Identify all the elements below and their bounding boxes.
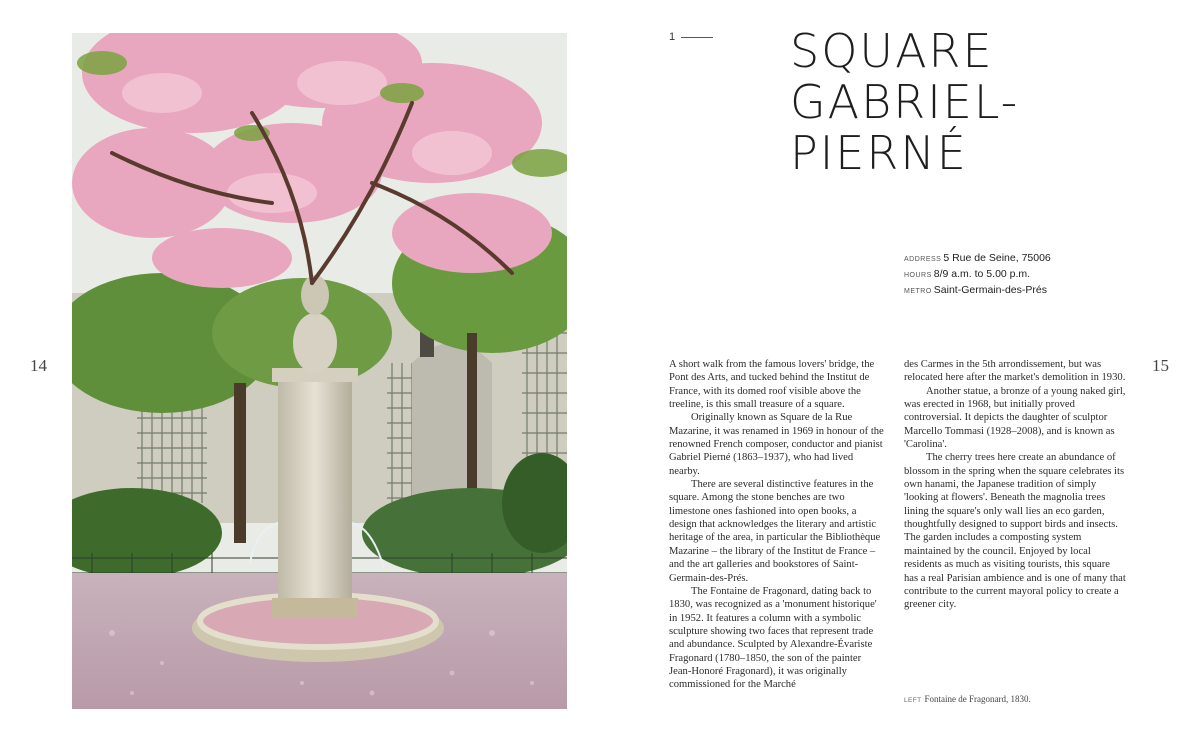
title-line: PIERNÉ: [790, 126, 968, 180]
fountain-photo: [72, 33, 567, 709]
paragraph: Another statue, a bronze of a young naked girl, was erected in 1968, but initially proved controversial. It depicts the daughter of sculptor Marcello Tommasi (1928–2008), and is known as 'Carolina'.: [904, 385, 1126, 451]
title-line: SQUARE: [790, 24, 994, 78]
hours-row: [904, 266, 1051, 282]
paragraph: des Carmes in the 5th arrondissement, but was relocated here after the market's demolition in 1930.: [904, 359, 1126, 384]
right-page-number: 15: [1152, 356, 1169, 375]
paragraph: The Fontaine de Fragonard, dating back to 1830, was recognized as a 'monument historique' in 1952. It features a column with a symbolic sculpture showing two faces that represent trade and abundance. Sculpted by Alexandre-Évariste Fragonard (1780–1850, the son of the painter Jean-Honoré Fragonard), it was originally commissioned for the Marché: [669, 585, 877, 691]
paragraph: The cherry trees here create an abundance of blossom in the spring when the square celebrates its own hanami, the Japanese tradition of simply 'looking at flowers'. Beneath the magnolia trees lining the square's only wall lies an eco garden, thoughtfully designed to support birds and insects. The garden includes a composting system maintained by the council. Enjoyed by local residents as much as visiting tourists, this square has a real Parisian ambience and is one of many that contribute to the current mayoral policy to create a greener city.: [904, 452, 1126, 611]
left-page-number: 14: [30, 356, 47, 375]
caption-text: Fontaine de Fragonard, 1830.: [924, 694, 1031, 704]
chapter-marker: [669, 31, 713, 43]
address-row: [904, 250, 1051, 266]
hours-value: 8/9 a.m. to 5.00 p.m.: [933, 268, 1031, 280]
metro-value: Saint-Germain-des-Prés: [933, 284, 1047, 296]
chapter-number: 1: [669, 31, 676, 43]
body-column-1: [669, 358, 885, 692]
info-block: [904, 250, 1051, 298]
caption-label: LEFT: [904, 697, 922, 704]
page-title: [790, 26, 1090, 179]
address-value: 5 Rue de Seine, 75006: [943, 252, 1051, 264]
address-label: ADDRESS: [904, 256, 942, 263]
metro-row: [904, 282, 1051, 298]
metro-label: METRO: [904, 288, 932, 295]
hours-label: HOURS: [904, 272, 932, 279]
paragraph: A short walk from the famous lovers' bridge, the Pont des Arts, and tucked behind the Institut de France, with its domed roof visible above the treeline, is this small treasure of a square.: [669, 359, 875, 411]
chapter-rule: [681, 37, 713, 38]
title-line: GABRIEL-: [790, 75, 1020, 129]
body-column-2: [904, 358, 1126, 612]
paragraph: Originally known as Square de la Rue Mazarine, it was renamed in 1969 in honour of the renowned French composer, conductor and pianist Gabriel Pierné (1863–1937), who had lived nearby.: [669, 412, 884, 477]
paragraph: There are several distinctive features in the square. Among the stone benches are two limestone ones fashioned into open books, a design that acknowledges the literary and artistic heritage of the area, in particular the Bibliothèque Mazarine – the library of the Institut de France – and the art galleries and bookstores of Saint-Germain-des-Prés.: [669, 479, 881, 584]
photo-caption: [904, 694, 1031, 704]
